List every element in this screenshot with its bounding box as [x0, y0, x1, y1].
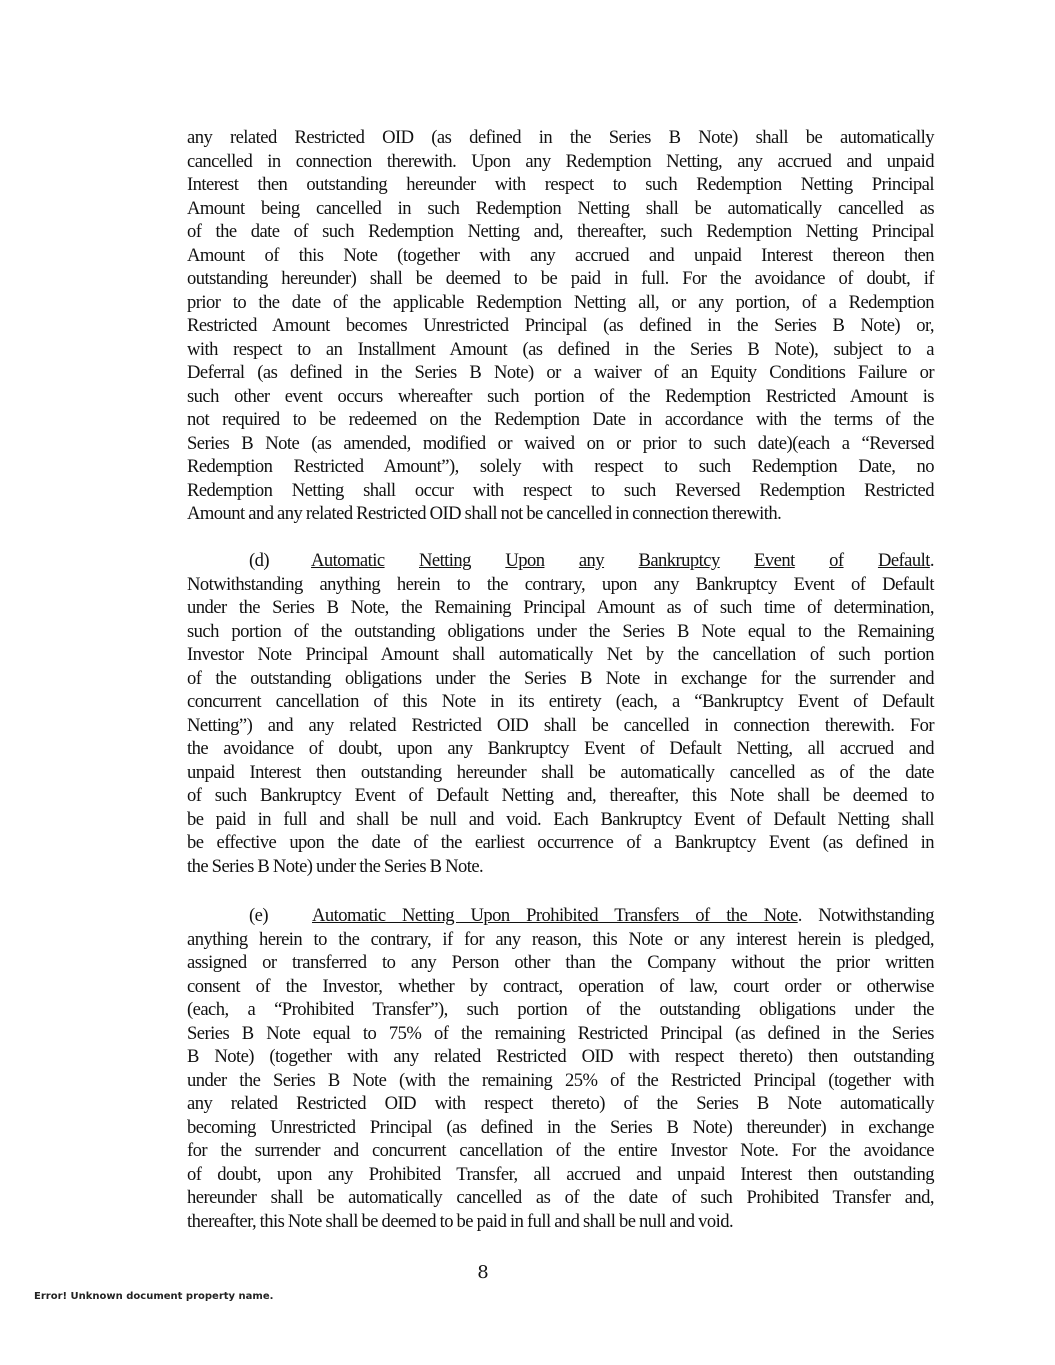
page-number: 8 [477, 1262, 489, 1283]
text-line: Investor Note Principal Amount shall automatically Net by the cancellation of such portion [187, 644, 934, 665]
text-line: prior to the date of the applicable Redemption Netting all, or any portion, of a Redemption [187, 291, 934, 313]
text-line: Notwithstanding anything herein to the contrary, upon any Bankruptcy Event of Default [187, 573, 934, 595]
text-line: becoming Unrestricted Principal (as defined in the Series B Note) thereunder) in exchange [187, 1116, 934, 1138]
text-line: such portion of the outstanding obligations under the Series B Note equal to the Remaining [187, 620, 934, 642]
text-line: Netting”) and any related Restricted OID shall be cancelled in connection therewith. For [187, 714, 934, 736]
text-line: consent of the Investor, whether by contract, operation of law, court order or otherwise [187, 975, 934, 997]
heading-word: of [829, 550, 844, 571]
text-line: Series B Note (as amended, modified or waived on or prior to such date)(each a “Reversed [187, 432, 934, 454]
text-line: Amount of this Note (together with any accrued and unpaid Interest thereon then [187, 244, 934, 266]
text-line: Amount being cancelled in such Redemption Netting shall be automatically cancelled as [187, 197, 934, 219]
paragraph-c-continued [187, 126, 934, 526]
heading-word: Bankruptcy [638, 550, 720, 571]
text-line: for the surrender and concurrent cancellation of the entire Investor Note. For the avoidance [187, 1140, 934, 1161]
text-line: of doubt, upon any Prohibited Transfer, all accrued and unpaid Interest then outstanding [187, 1163, 934, 1185]
heading-word: Netting [418, 550, 471, 571]
paragraph-e-label: (e) [249, 905, 268, 926]
heading-word: Upon [505, 550, 545, 571]
text-line: anything herein to the contrary, if for any reason, this Note or any interest herein is pledged, [187, 928, 934, 950]
text-line: Series B Note equal to 75% of the remaining Restricted Principal (as defined in the Series [187, 1022, 934, 1044]
paragraph-e-heading: Automatic Netting Upon Prohibited Transfers of the Note [312, 905, 798, 926]
text-line: any related Restricted OID (as defined in the Series B Note) shall be automatically [187, 127, 934, 148]
text-line: Redemption Restricted Amount”), solely with respect to such Redemption Date, no [187, 456, 934, 477]
paragraph-e [187, 904, 934, 1233]
text-line: with respect to an Installment Amount (as defined in the Series B Note), subject to a [187, 338, 934, 360]
heading-word: any [578, 550, 605, 571]
text-line: be paid in full and shall be null and void. Each Bankruptcy Event of Default Netting shall [187, 808, 934, 830]
text-line: of the date of such Redemption Netting and, thereafter, such Redemption Netting Principal [187, 221, 934, 242]
text-line: (each, a “Prohibited Transfer”), such portion of the outstanding obligations under the [187, 999, 934, 1020]
text-line: of such Bankruptcy Event of Default Netting and, thereafter, this Note shall be deemed to [187, 785, 934, 806]
paragraph-e-heading-line [187, 904, 934, 928]
text-line: of the outstanding obligations under the Series B Note in exchange for the surrender and [187, 667, 934, 689]
paragraph-d-heading-line [187, 549, 934, 573]
text-line: B Note) (together with any related Restricted OID with respect thereto) then outstanding [187, 1046, 934, 1067]
text-line: cancelled in connection therewith. Upon any Redemption Netting, any accrued and unpaid [187, 150, 934, 172]
heading-word: Automatic [311, 550, 385, 571]
text-line: under the Series B Note, the Remaining Principal Amount as of such time of determination, [187, 597, 934, 618]
text-line: assigned or transferred to any Person other than the Company without the prior written [187, 952, 934, 973]
heading-word: Default [877, 550, 930, 571]
text-line: Redemption Netting shall occur with respect to such Reversed Redemption Restricted [187, 479, 934, 501]
heading-period: . [929, 550, 934, 571]
text-line: not required to be redeemed on the Redemption Date in accordance with the terms of the [187, 409, 934, 430]
text-line: concurrent cancellation of this Note in its entirety (each, a “Bankruptcy Event of Default [187, 691, 934, 712]
text-line: the avoidance of doubt, upon any Bankruptcy Event of Default Netting, all accrued and [187, 738, 934, 759]
paragraph-d [187, 549, 934, 878]
heading-word-last [878, 549, 934, 573]
text-line: hereunder shall be automatically cancelled as of the date of such Prohibited Transfer and, [187, 1187, 934, 1208]
text-line: be effective upon the date of the earliest occurrence of a Bankruptcy Event (as defined in [187, 832, 934, 853]
text-line: the Series B Note) under the Series B Note. [187, 855, 484, 877]
text-line: Restricted Amount becomes Unrestricted Principal (as defined in the Series B Note) or, [187, 315, 934, 336]
footer-error-text: Error! Unknown document property name. [34, 1291, 274, 1302]
text-line: Interest then outstanding hereunder with respect to such Redemption Netting Principal [187, 174, 934, 195]
text-line: under the Series B Note (with the remaining 25% of the Restricted Principal (together with [187, 1069, 934, 1091]
heading-word: Event [754, 550, 795, 571]
text-line: Amount and any related Restricted OID shall not be cancelled in connection therewith. [187, 503, 782, 524]
text-line: such other event occurs whereafter such portion of the Redemption Restricted Amount is [187, 385, 934, 407]
text-line: unpaid Interest then outstanding hereunder shall be automatically cancelled as of the date [187, 761, 934, 783]
text-line: Deferral (as defined in the Series B Note) or a waiver of an Equity Conditions Failure or [187, 362, 934, 383]
text-line: any related Restricted OID with respect thereto) of the Series B Note automatically [187, 1093, 934, 1114]
text-line: thereafter, this Note shall be deemed to be paid in full and shall be null and void. [187, 1210, 734, 1232]
paragraph-d-label: (d) [249, 550, 270, 571]
paragraph-d-heading [311, 549, 934, 573]
text-line: outstanding hereunder) shall be deemed to be paid in full. For the avoidance of doubt, if [187, 268, 934, 289]
paragraph-e-heading-rest: . Notwithstanding [797, 905, 935, 926]
